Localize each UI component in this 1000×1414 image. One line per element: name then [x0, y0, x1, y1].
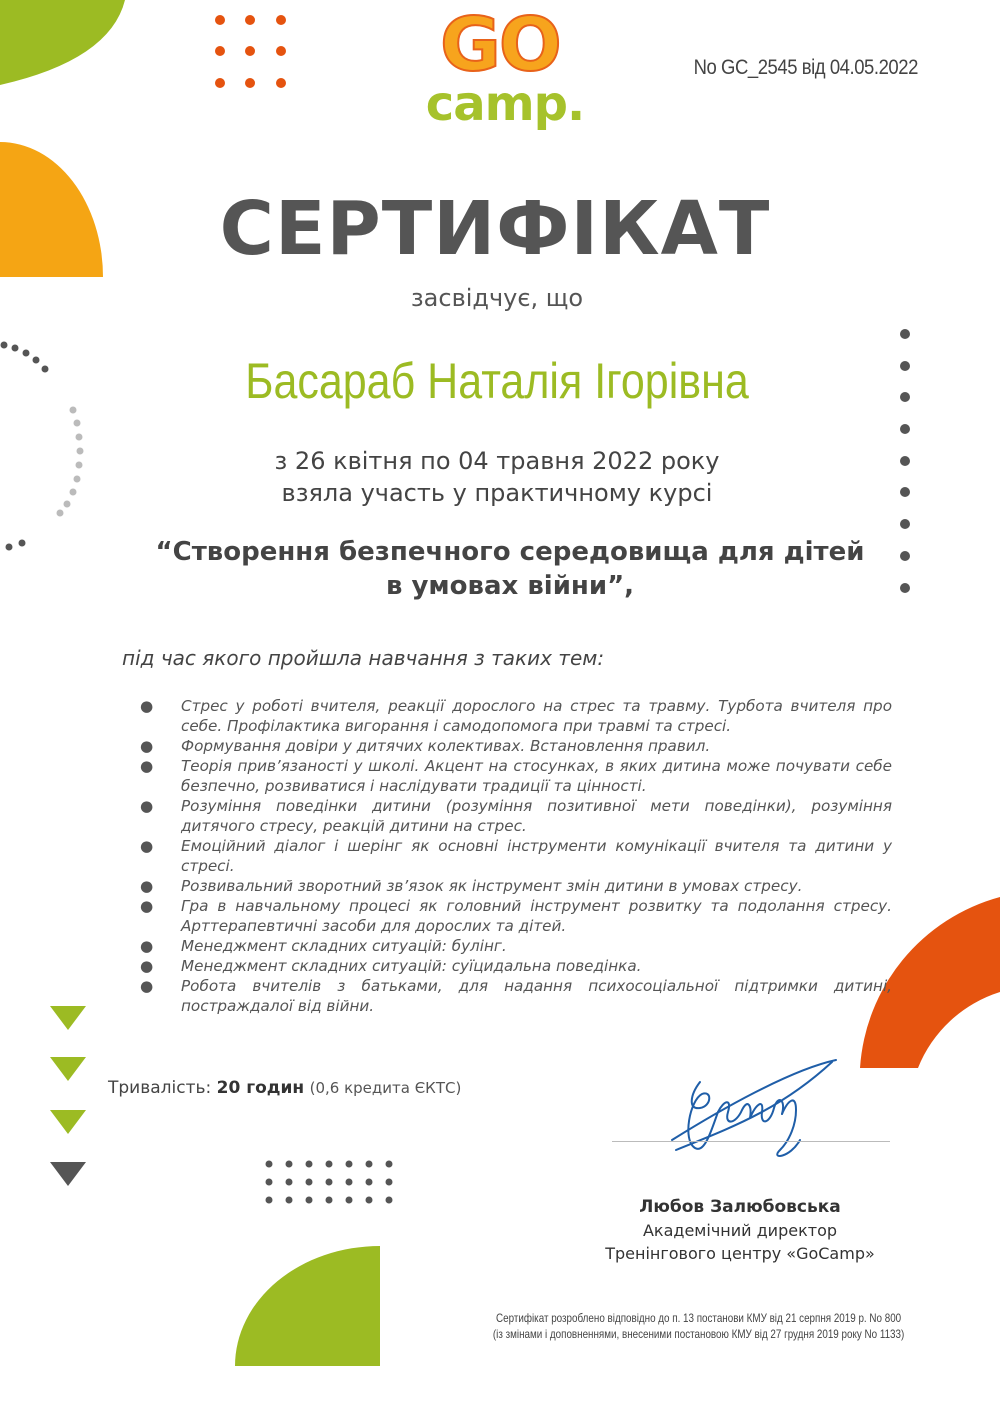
- duration-value: 20 годин: [216, 1078, 305, 1098]
- dates-block: [0, 445, 994, 509]
- gray-dot-arc-bottom: [6, 540, 26, 551]
- dates-line: з 26 квітня по 04 травня 2022 року: [274, 447, 720, 475]
- orange-dot-grid: [215, 15, 286, 88]
- legal-footnote: [477, 1310, 920, 1342]
- topic-text: Робота вчителів з батьками, для надання психосоціальної підтримки дитині, постраждалої від війни.: [181, 977, 892, 1015]
- signer-name: Любов Залюбовська: [639, 1197, 841, 1217]
- topics-list: [140, 696, 892, 1016]
- course-title-line-2: в умовах війни”,: [385, 571, 635, 601]
- signer-role-line-2: Тренінгового центру «GoCamp»: [605, 1244, 875, 1263]
- recipient-name: Басараб Наталія Ігорівна: [245, 353, 749, 409]
- list-item: [140, 936, 892, 956]
- footnote-line-1: Сертифікат розроблено відповідно до п. 13 постанови КМУ від 21 серпня 2019 р. No 800: [496, 1311, 902, 1325]
- topic-text: Розуміння поведінки дитини (розуміння позитивної мети поведінки), розуміння дитячого стресу, реакцій дитини на стрес.: [181, 797, 892, 835]
- certificate-title: СЕРТИФІКАТ: [219, 186, 771, 272]
- triangle-column: [50, 1006, 86, 1186]
- bullet-icon: ●: [140, 977, 154, 995]
- topic-text: Менеджмент складних ситуацій: булінг.: [181, 937, 507, 955]
- bullet-icon: ●: [140, 697, 154, 715]
- list-item: [140, 696, 892, 736]
- topic-text: Теорія прив’язаності у школі. Акцент на стосунках, в яких дитина може почувати себе безпечно, розвиватися і наслідувати традиції та цінності.: [181, 757, 892, 795]
- course-title-line-1: “Створення безпечного середовища для дітей: [155, 537, 865, 567]
- list-item: [140, 736, 892, 756]
- bullet-icon: ●: [140, 797, 154, 815]
- bullet-icon: ●: [140, 937, 154, 955]
- footnote-line-2: (із змінами і доповненнями, внесеними постановою КМУ від 27 грудня 2019 року No 1133): [492, 1327, 905, 1341]
- bullet-icon: ●: [140, 877, 154, 895]
- bullet-icon: ●: [140, 837, 154, 855]
- topic-text: Стрес у роботі вчителя, реакції дорослого на стрес та травму. Турбота вчителя про себе. Профілактика вигорання і самодопомога при травмі та стресі.: [181, 697, 892, 735]
- list-item: [140, 876, 892, 896]
- bullet-icon: ●: [140, 737, 154, 755]
- topic-text: Розвивальний зворотний зв’язок як інструмент змін дитини в умовах стресу.: [181, 877, 803, 895]
- topic-text: Емоційний діалог і шерінг як основні інструменти комунікації вчителя та дитини у стресі.: [181, 837, 892, 875]
- certificate-number: No GC_2545 від 04.05.2022: [693, 56, 918, 79]
- topics-intro: під час якого пройшла навчання з таких тем:: [122, 646, 605, 670]
- topic-text: Менеджмент складних ситуацій: суїцидальна поведінка.: [181, 957, 642, 975]
- bullet-icon: ●: [140, 897, 154, 915]
- duration: [108, 1078, 461, 1098]
- signer-block: [560, 1196, 920, 1265]
- bullet-icon: ●: [140, 957, 154, 975]
- list-item: [140, 836, 892, 876]
- course-title: [100, 535, 920, 603]
- duration-note: (0,6 кредита ЄКТС): [309, 1079, 462, 1097]
- duration-label: Тривалість:: [108, 1078, 212, 1098]
- gray-dot-grid: [266, 1161, 393, 1204]
- participation-line: взяла участь у практичному курсі: [281, 479, 713, 507]
- green-leaf-shape: [0, 0, 125, 85]
- logo-camp-text: camp.: [425, 76, 585, 132]
- topic-text: Гра в навчальному процесі як головний інструмент розвитку та подолання стресу. Арттерапевтичні засоби для дорослих та дітей.: [181, 897, 892, 935]
- list-item: [140, 796, 892, 836]
- gray-dot-arc-top: [1, 342, 49, 373]
- list-item: [140, 956, 892, 976]
- signature-line: [612, 1141, 890, 1142]
- certifies-text: засвідчує, що: [410, 284, 584, 312]
- topic-text: Формування довіри у дитячих колективах. Встановлення правил.: [181, 737, 711, 755]
- list-item: [140, 756, 892, 796]
- logo-go-text: GO: [440, 2, 560, 88]
- list-item: [140, 896, 892, 936]
- list-item: [140, 976, 892, 1016]
- green-quarter-circle: [235, 1246, 380, 1366]
- signer-role-line-1: Академічний директор: [642, 1221, 838, 1240]
- bullet-icon: ●: [140, 757, 154, 775]
